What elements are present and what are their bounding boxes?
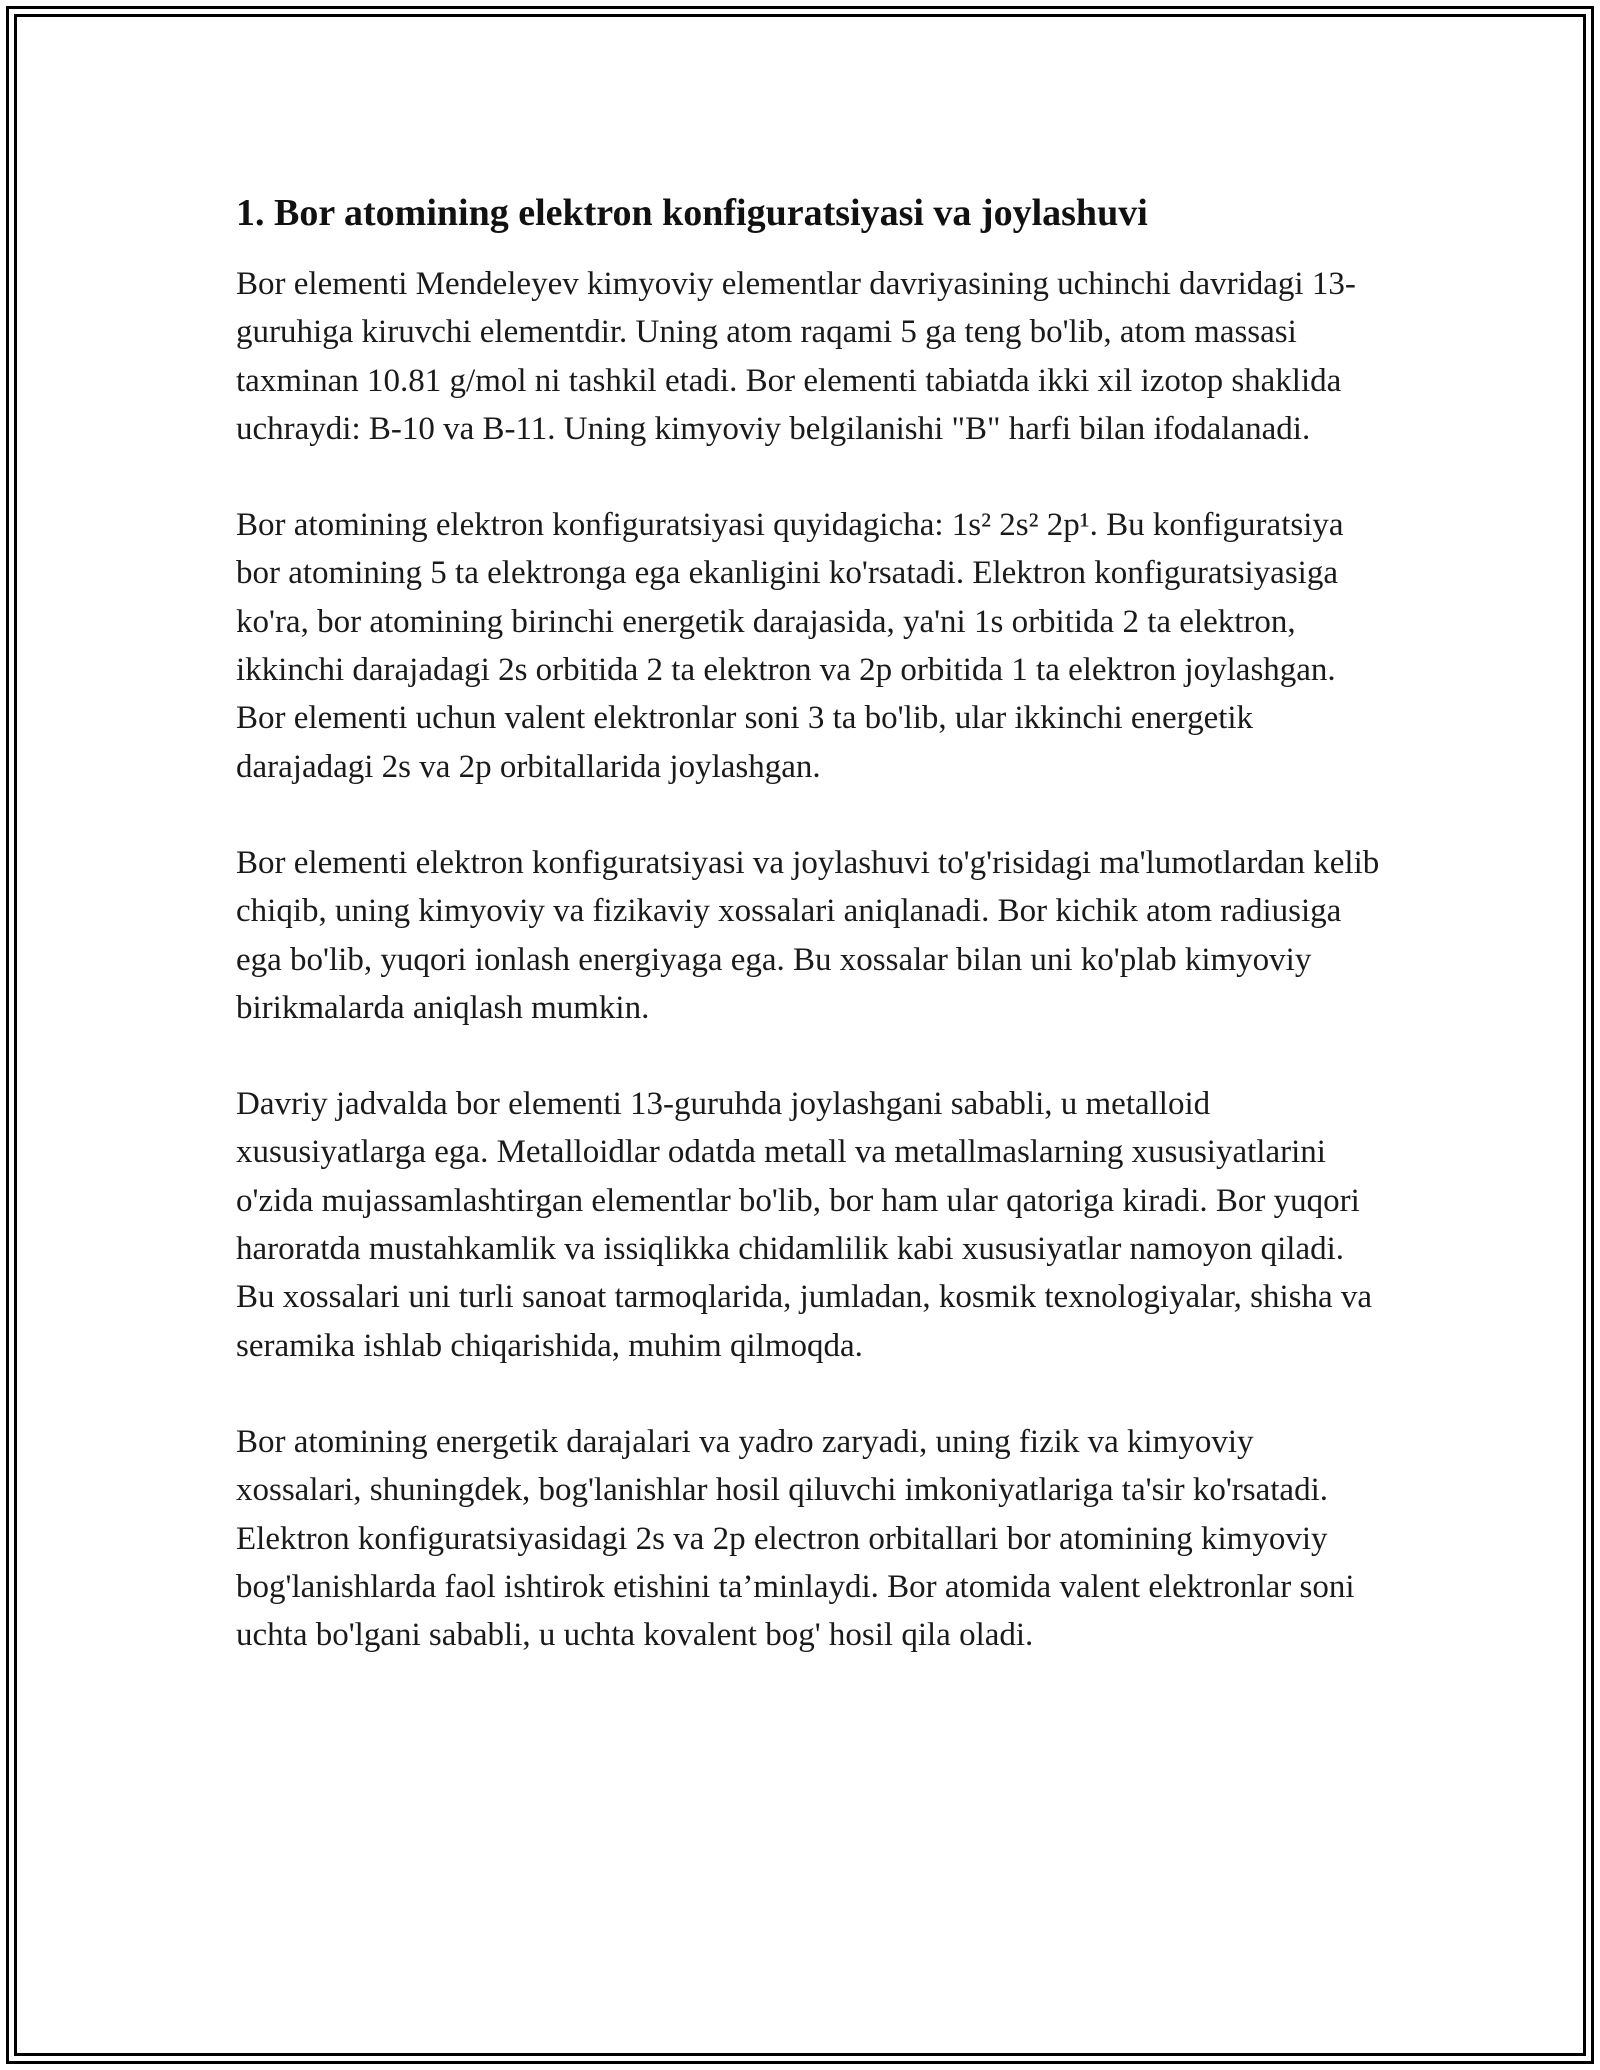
document-body [236,188,1381,1707]
paragraph-1: Bor elementi Mendeleyev kimyoviy elementlar davriyasining uchinchi davridagi 13-guruhiga kiruvchi elementdir. Uning atom raqami 5 ga teng bo'lib, atom massasi taxminan 10.81 g/mol ni tashkil etadi. Bor elementi tabiatda ikki xil izotop shaklida uchraydi: B-10 va B-11. Uning kimyoviy belgilanishi "B" harfi bilan ifodalanadi. [236,266,1356,447]
paragraph-4: Davriy jadvalda bor elementi 13-guruhda joylashgani sababli, u metalloid xususiyatlarga ega. Metalloidlar odatda metall va metallmaslarning xususiyatlarini o'zida mujassamlashtirgan elementlar bo'lib, bor ham ular qatoriga kiradi. Bor yuqori haroratda mustahkamlik va issiqlikka chidamlilik kabi xususiyatlar namoyon qiladi. Bu xossalari uni turli sanoat tarmoqlarida, jumladan, kosmik texnologiyalar, shisha va seramika ishlab chiqarishida, muhim qilmoqda. [236,1086,1373,1364]
page-title: 1. Bor atomining elektron konfiguratsiyasi va joylashuvi [236,192,1148,234]
paragraph-3: Bor elementi elektron konfiguratsiyasi va joylashuvi to'g'risidagi ma'lumotlardan kelib chiqib, uning kimyoviy va fizikaviy xossalari aniqlanadi. Bor kichik atom radiusiga ega bo'lib, yuqori ionlash energiyaga ega. Bu xossalar bilan uni ko'plab kimyoviy birikmalarda aniqlash mumkin. [236,844,1380,1026]
paragraph-5: Bor atomining energetik darajalari va yadro zaryadi, uning fizik va kimyoviy xossalari, shuningdek, bog'lanishlar hosil qiluvchi imkoniyatlariga ta'sir ko'rsatadi. Elektron konfiguratsiyasidagi 2s va 2p electron orbitallari bor atomining kimyoviy bog'lanishlarda faol ishtirok etishini ta’minlaydi. Bor atomida valent elektronlar soni uchta bo'lgani sababli, u uchta kovalent bog' hosil qila oladi. [236,1423,1355,1654]
paragraph-2: Bor atomining elektron konfiguratsiyasi quyidagicha: 1s² 2s² 2p¹. Bu konfiguratsiya bor atomining 5 ta elektronga ega ekanligini ko'rsatadi. Elektron konfiguratsiyasiga ko'ra, bor atomining birinchi energetik darajasida, ya'ni 1s orbitida 2 ta elektron, ikkinchi darajadagi 2s orbitida 2 ta elektron va 2p orbitida 1 ta elektron joylashgan. Bor elementi uchun valent elektronlar soni 3 ta bo'lib, ular ikkinchi energetik darajadagi 2s va 2p orbitallarida joylashgan. [236,507,1344,785]
